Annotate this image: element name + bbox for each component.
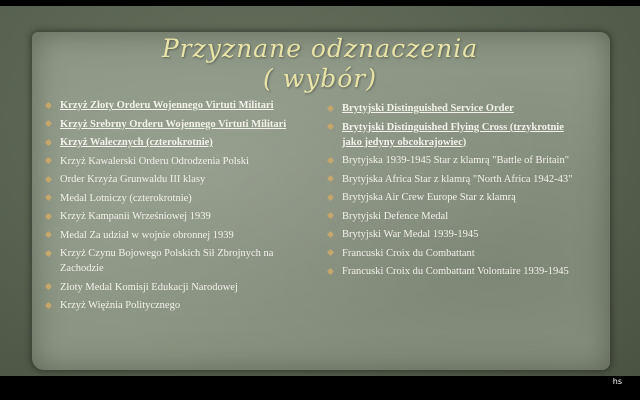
award-text: Francuski Croix du Combattant Volontaire 1939-1945 <box>342 266 569 277</box>
bullet-icon <box>45 138 52 145</box>
award-text: Krzyż Srebrny Orderu Wojennego Virtuti Militari <box>60 118 287 130</box>
award-list-item <box>328 227 573 242</box>
bullet-icon <box>45 301 52 308</box>
award-list-item <box>328 264 573 279</box>
bullet-icon <box>45 283 52 290</box>
award-list-item <box>328 120 573 150</box>
bullet-icon <box>45 157 52 164</box>
bullet-icon <box>45 194 52 201</box>
bullet-icon <box>45 231 52 238</box>
bottom-bar <box>0 376 640 400</box>
award-text: Brytyjski War Medal 1939-1945 <box>342 229 479 240</box>
award-text: Brytyjski Defence Medal <box>342 210 449 222</box>
bullet-icon <box>45 120 52 127</box>
award-list-item <box>46 154 294 169</box>
award-list-item <box>46 298 294 313</box>
award-list-item <box>46 246 294 276</box>
award-list-item <box>328 246 573 261</box>
award-text: Krzyż Więźnia Politycznego <box>60 300 181 311</box>
title-line-2: ( wybór) <box>263 64 377 93</box>
award-text: Krzyż Czynu Bojowego Polskich Sił Zbrojnych na Zachodzie <box>60 248 274 274</box>
award-text: Brytyjska 1939-1945 Star z klamrą "Battle of Britain" <box>342 155 569 166</box>
award-list-item <box>46 191 294 206</box>
right-awards-list <box>328 101 573 283</box>
bullet-icon <box>327 123 334 130</box>
bullet-icon <box>45 249 52 256</box>
bullet-icon <box>327 104 334 111</box>
bullet-icon <box>327 212 334 219</box>
title-line-1: Przyznane odznaczenia <box>161 34 479 63</box>
bullet-icon <box>327 267 334 274</box>
award-text: Francuski Croix du Combattant <box>342 247 475 259</box>
award-list-item <box>46 172 294 187</box>
award-text: Krzyż Kampanii Wrześniowej 1939 <box>60 211 211 222</box>
slide-title <box>0 34 640 94</box>
award-list-item <box>46 117 294 132</box>
award-list-item <box>46 209 294 224</box>
award-text: Złoty Medal Komisji Edukacji Narodowej <box>60 281 238 293</box>
bullet-icon <box>327 156 334 163</box>
award-text: Krzyż Złoty Orderu Wojennego Virtuti Militari <box>60 100 274 111</box>
award-list-item <box>46 135 294 150</box>
bullet-icon <box>45 212 52 219</box>
award-list-item <box>46 228 294 243</box>
left-awards-list <box>46 98 294 317</box>
award-list-item <box>328 209 573 224</box>
award-text: Krzyż Kawalerski Orderu Odrodzenia Polski <box>60 155 249 167</box>
bullet-icon <box>327 193 334 200</box>
bullet-icon <box>327 230 334 237</box>
award-text: Medal Za udział w wojnie obronnej 1939 <box>60 229 234 241</box>
award-text: Brytyjski Distinguished Service Order <box>342 103 514 114</box>
award-list-item <box>328 190 573 205</box>
award-text: Krzyż Walecznych (czterokrotnie) <box>60 137 213 148</box>
award-list-item <box>46 280 294 295</box>
bullet-icon <box>45 175 52 182</box>
award-text: Brytyjska Africa Star z klamrą "North Africa 1942-43" <box>342 173 573 185</box>
corner-label: hs <box>612 377 622 386</box>
bullet-icon <box>327 249 334 256</box>
award-text: Brytyjski Distinguished Flying Cross (trzykrotnie jako jedyny obcokrajowiec) <box>342 121 564 148</box>
award-list-item <box>46 98 294 113</box>
award-list-item <box>328 153 573 168</box>
award-text: Order Krzyża Grunwaldu III klasy <box>60 174 206 185</box>
bullet-icon <box>327 175 334 182</box>
award-text: Brytyjska Air Crew Europe Star z klamrą <box>342 192 516 203</box>
award-list-item <box>328 172 573 187</box>
bullet-icon <box>45 101 52 108</box>
award-list-item <box>328 101 573 116</box>
award-text: Medal Lotniczy (czterokrotnie) <box>60 192 192 204</box>
